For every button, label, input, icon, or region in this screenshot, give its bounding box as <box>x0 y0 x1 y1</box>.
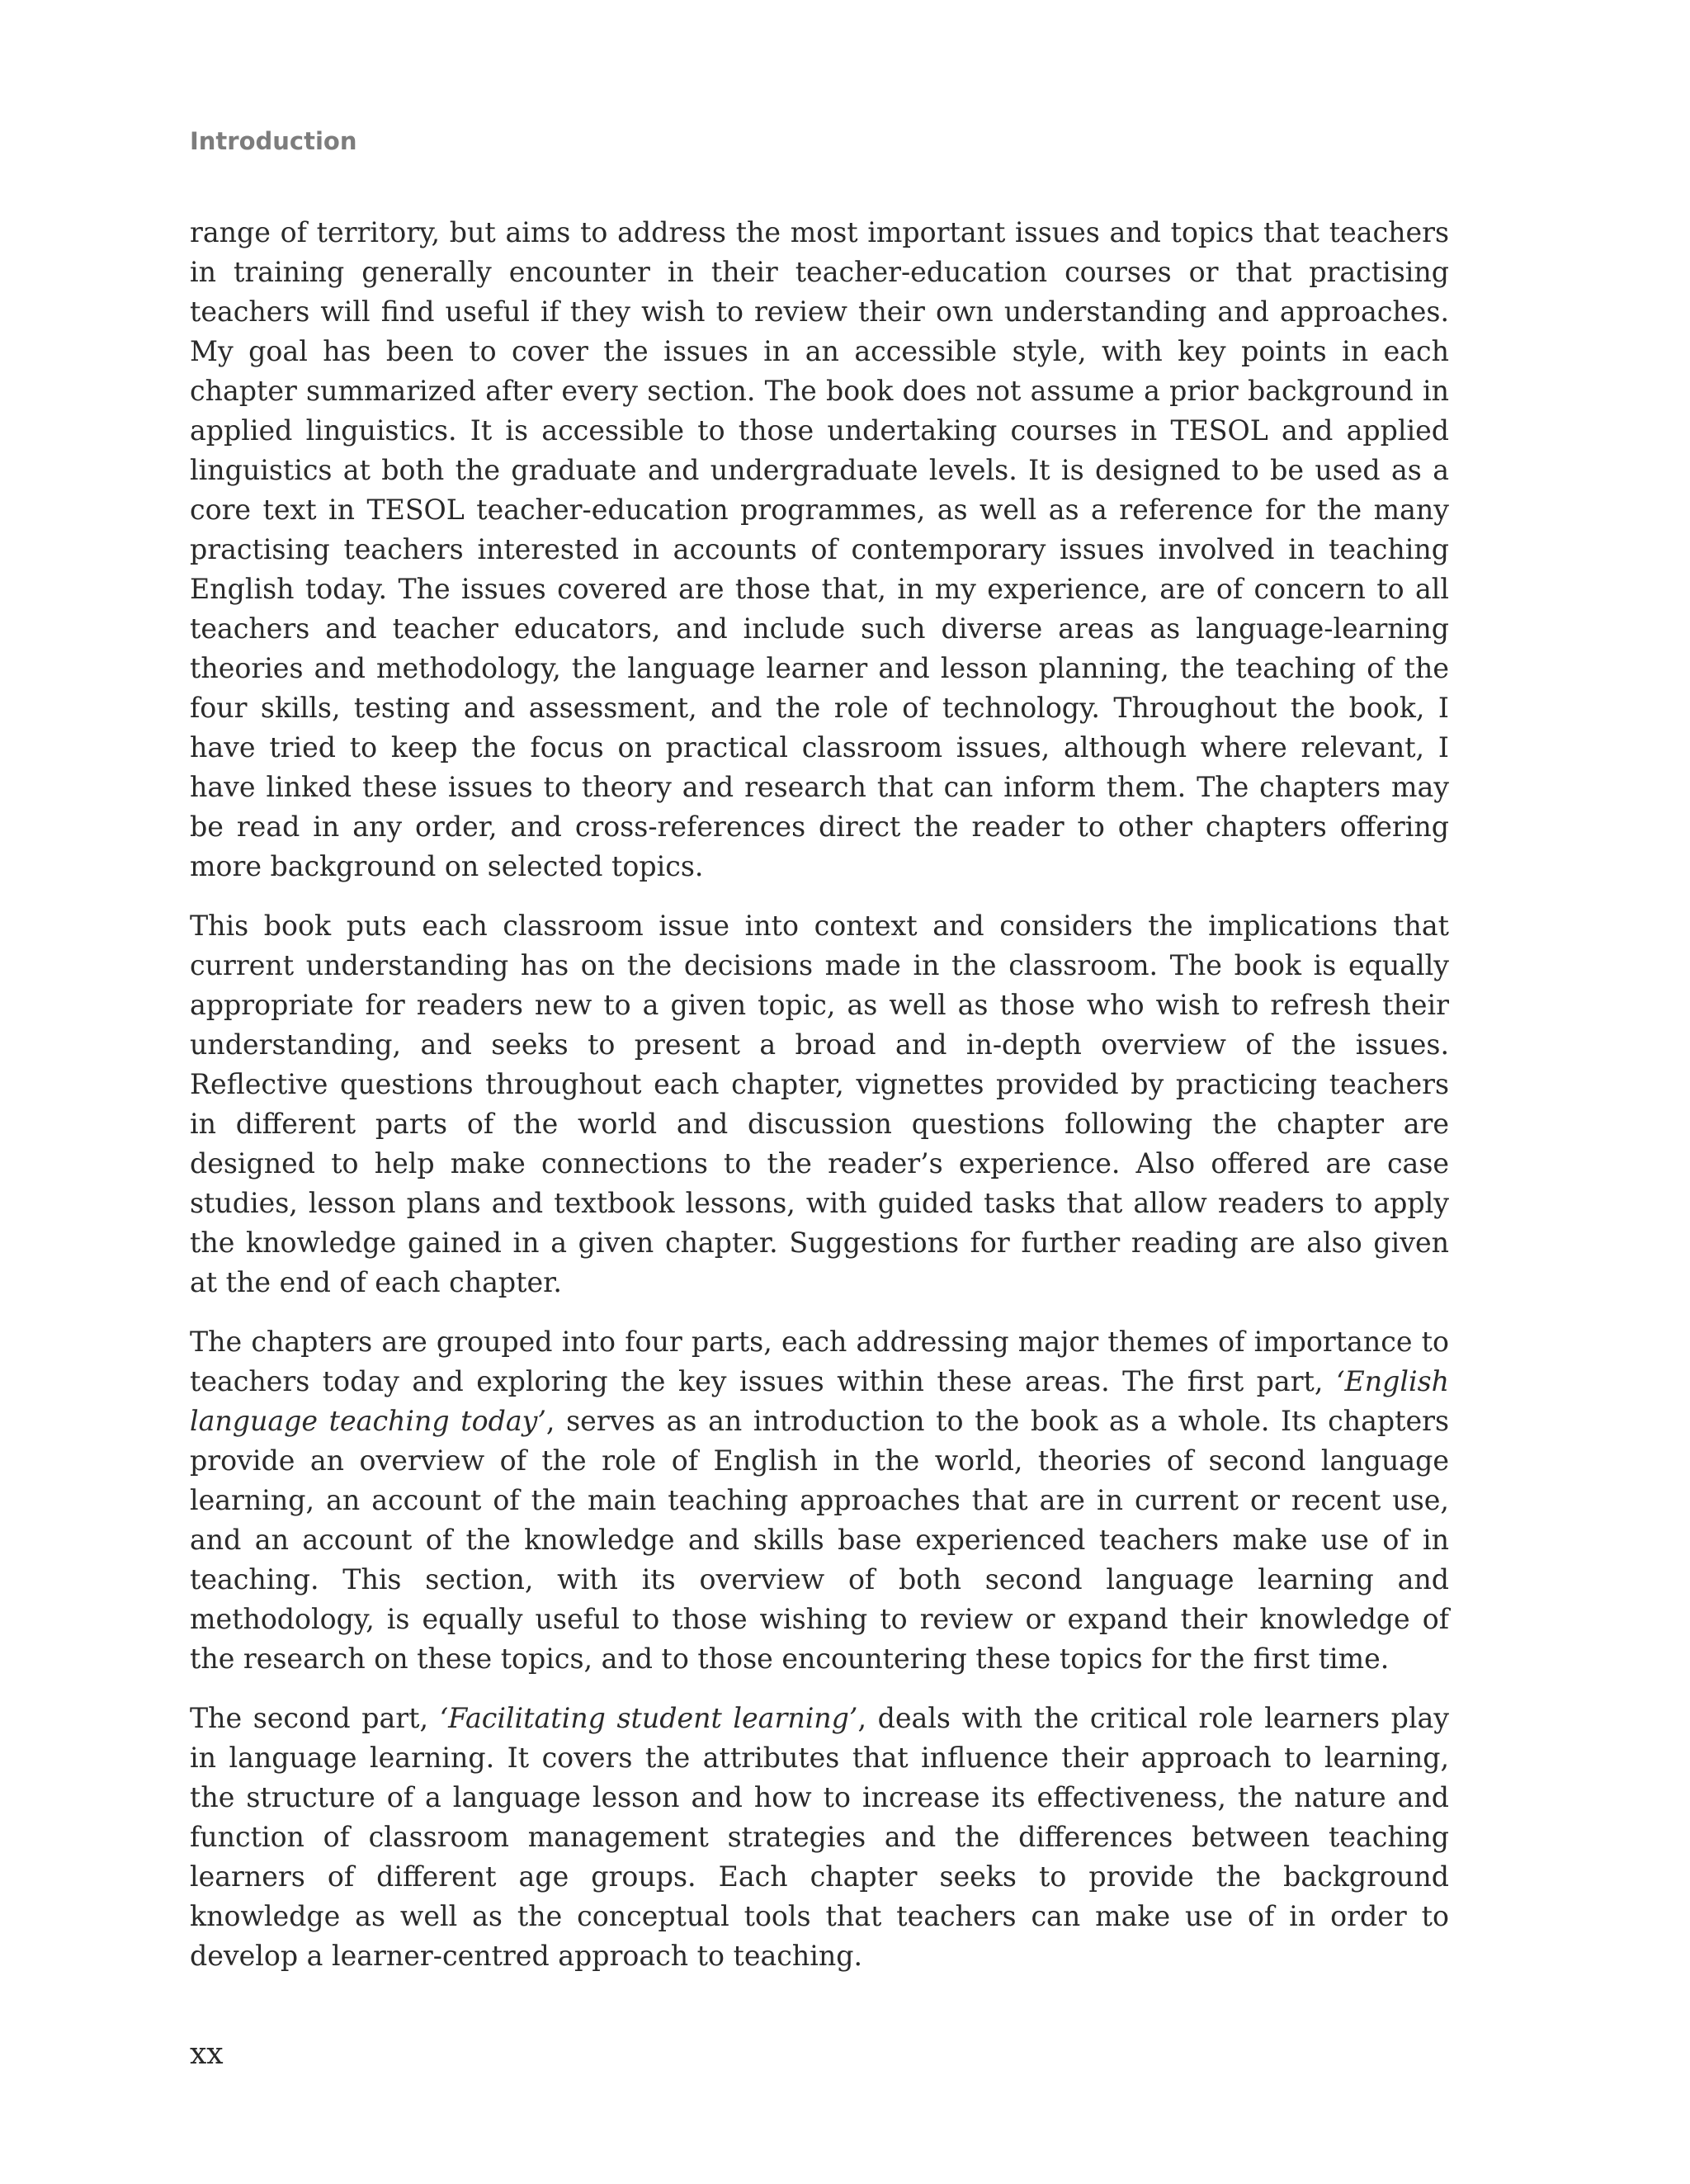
running-header-title: Introduction <box>190 127 357 155</box>
body-text <box>190 213 1449 1996</box>
paragraph-4-text-before: The second part, <box>190 1702 440 1734</box>
paragraph-1: range of territory, but aims to address the most important issues and topics that teachers in training generally encounter in their teacher-education courses or that practising teachers will find useful if they wish to review their own understanding and approaches. My goal has been to cover the issues in an accessible style, with key points in each chapter summarized after every section. The book does not assume a prior background in applied linguistics. It is accessible to those undertaking courses in TESOL and applied linguistics at both the graduate and undergraduate levels. It is designed to be used as a core text in TESOL teacher-education programmes, as well as a reference for the many practising teachers interested in accounts of contemporary issues involved in teaching English today. The issues covered are those that, in my experience, are of concern to all teachers and teacher educators, and include such diverse areas as language-learning theories and methodology, the language learner and lesson planning, the teaching of the four skills, testing and assessment, and the role of technology. Throughout the book, I have tried to keep the focus on practical classroom issues, although where relevant, I have linked these issues to theory and research that can inform them. The chapters may be read in any order, and cross-references direct the reader to other chapters offering more background on selected topics. <box>190 216 1449 882</box>
paragraph-3-text-after: , serves as an introduction to the book as a whole. Its chapters provide an overview of the role of English in the world, theories of second language learning, an account of the main teaching approaches that are in current or recent use, and an account of the knowledge and skills base experienced teachers make use of in teaching. This section, with its overview of both second language learning and methodology, is equally useful to those wishing to review or expand their knowledge of the research on these topics, and to those encountering these topics for the first time. <box>190 1405 1449 1675</box>
paragraph-3-text-before: The chapters are grouped into four parts, each addressing major themes of importance to teachers today and exploring the key issues within these areas. The first part, <box>190 1326 1449 1397</box>
paragraph-4-text-after: , deals with the critical role learners play in language learning. It covers the attributes that influence their approach to learning, the structure of a language lesson and how to increase its effectiveness, the nature and function of classroom management strategies and the differences between teaching learners of different age groups. Each chapter seeks to provide the background knowledge as well as the conceptual tools that teachers can make use of in order to develop a learner-centred approach to teaching. <box>190 1702 1450 1972</box>
part-one-title: ‘English language teaching today’ <box>190 1365 1449 1437</box>
page-number: xx <box>190 2037 224 2071</box>
part-two-title: ‘Facilitating student learning’ <box>439 1702 858 1734</box>
paragraph-2: This book puts each classroom issue into context and considers the implications that current understanding has on the decisions made in the classroom. The book is equally appropriate for readers new to a given topic, as well as those who wish to refresh their understanding, and seeks to present a broad and in-depth overview of the issues. Reflective questions throughout each chapter, vignettes provided by practicing teachers in different parts of the world and discussion questions following the chapter are designed to help make connections to the reader’s experience. Also offered are case studies, lesson plans and textbook lessons, with guided tasks that allow readers to apply the knowledge gained in a given chapter. Suggestions for further reading are also given at the end of each chapter. <box>190 910 1449 1298</box>
paragraph-3 <box>190 1322 1449 1679</box>
paragraph-4 <box>190 1699 1449 1976</box>
